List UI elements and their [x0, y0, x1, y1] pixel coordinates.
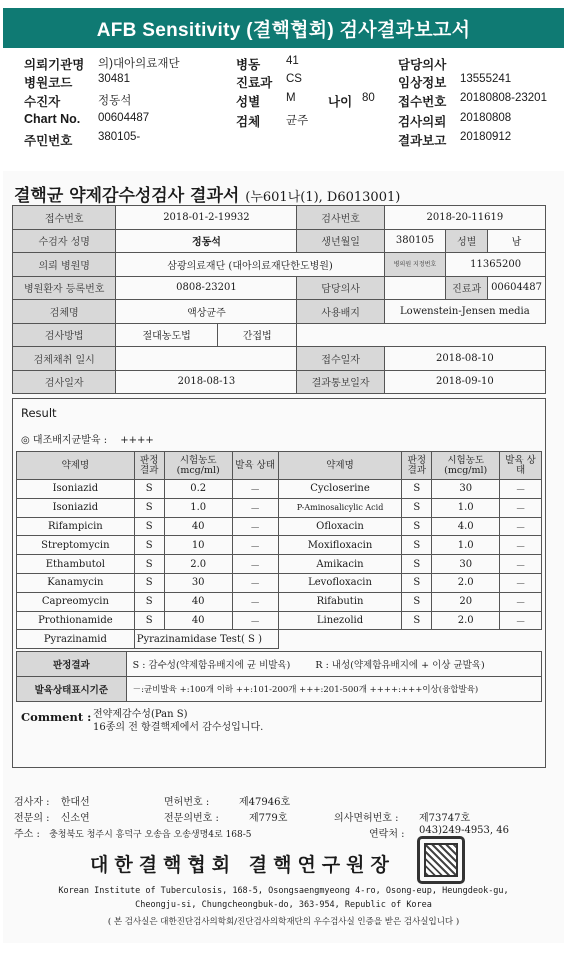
drug-conc: 40 [164, 517, 232, 536]
info-label: 접수번호 [13, 206, 116, 230]
drug-conc: 4.0 [432, 517, 500, 536]
specimen-label: 검체 [236, 115, 261, 129]
drug-name: Cycloserine [278, 480, 402, 499]
info-label: 담당의사 [297, 276, 384, 300]
drug-conc: 0.2 [164, 480, 232, 499]
control-growth [21, 431, 154, 446]
drug-conc: 30 [164, 573, 232, 592]
info-received: 2018-08-10 [384, 347, 545, 371]
specialist-no-label: 전문의번호 : [164, 813, 219, 824]
drug-row [17, 573, 542, 592]
judgement-values [126, 652, 541, 677]
recipient-value: 정동석 [98, 95, 132, 107]
info-medium: Lowenstein-Jensen media [384, 300, 545, 324]
info-dept-no: 00604487 [488, 276, 546, 300]
drug-row [17, 480, 542, 499]
header-growth: 발육 상태 [500, 452, 542, 480]
pza-row [17, 630, 542, 649]
license-value: 제47946호 [239, 797, 291, 808]
header-conc: 시험농도 (mcg/ml) [432, 452, 500, 480]
drug-conc: 1.0 [432, 536, 500, 555]
report-banner [3, 8, 564, 48]
drug-name: P-Aminosalicylic Acid [278, 498, 402, 517]
header-row-4 [24, 112, 559, 128]
drug-result: S [134, 517, 164, 536]
comment-line-1: 전약제감수성(Pan S) [93, 709, 188, 720]
info-label: 성별 [446, 229, 488, 253]
drug-growth: － [232, 611, 278, 630]
info-method-b: 간접법 [217, 323, 297, 347]
recipient-label: 수진자 [24, 95, 61, 109]
report-title [14, 181, 400, 206]
rrn-label: 주민번호 [24, 134, 73, 148]
header-judgement: 판정 결과 [402, 452, 432, 480]
drug-name: Moxifloxacin [278, 536, 402, 555]
info-label: 검사번호 [297, 206, 384, 230]
info-specimen: 액상균주 [116, 300, 297, 324]
drug-conc: 2.0 [432, 611, 500, 630]
english-address-1: Korean Institute of Tuberculosis, 168-5, Osongsaengmyeong 4-ro, Osong-eup, Heungdeok-gu, [58, 886, 509, 896]
drug-growth: － [500, 592, 542, 611]
english-address-2: Cheongju-si, Chungcheongbuk-do, 363-954, Republic of Korea [135, 900, 432, 910]
report-info-table [12, 205, 546, 394]
drug-name: Levofloxacin [278, 573, 402, 592]
drug-row [17, 592, 542, 611]
pza-empty [278, 630, 541, 649]
official-seal-icon [417, 836, 465, 884]
drug-growth: － [500, 555, 542, 574]
growth-legend-row [17, 677, 542, 702]
drug-conc: 30 [432, 555, 500, 574]
request-date-label: 검사의뢰 [398, 115, 447, 129]
info-sex: 남 [488, 229, 546, 253]
drug-conc: 2.0 [164, 555, 232, 574]
info-row [13, 300, 546, 324]
drug-growth: － [232, 592, 278, 611]
comment-text [93, 708, 263, 734]
drug-name: Kanamycin [17, 573, 135, 592]
hospital-code-label: 병원코드 [24, 76, 73, 90]
specialist-label: 전문의 : [14, 813, 50, 824]
growth-legend-label: 발육상태표시기준 [17, 677, 127, 702]
doctor-label: 담당의사 [398, 58, 447, 72]
specimen-value: 균주 [286, 115, 309, 127]
drug-conc: 30 [432, 480, 500, 499]
drug-name: Capreomycin [17, 592, 135, 611]
info-patient-name: 정동석 [116, 229, 297, 253]
drug-conc: 40 [164, 592, 232, 611]
specialist-value: 신소연 [60, 813, 90, 824]
info-reg-no: 0808-23201 [116, 276, 297, 300]
info-label: 생년월일 [297, 229, 384, 253]
ward-label: 병동 [236, 58, 261, 72]
info-collect [116, 347, 297, 371]
header-drug: 약제명 [278, 452, 402, 480]
info-label: 의뢰 병원명 [13, 253, 116, 277]
department-label: 진료과 [236, 76, 273, 90]
pza-name: Pyrazinamid [17, 630, 135, 649]
info-row [13, 229, 546, 253]
sex-value: M [286, 92, 296, 104]
info-empty [297, 323, 546, 347]
certification-note: ( 본 검사실은 대한진단검사의학회/진단검사의학재단의 우수검사실 인증을 받은 검사실입니다 ) [107, 917, 460, 927]
info-label: 접수일자 [297, 347, 384, 371]
hospital-code-value: 30481 [98, 73, 130, 85]
header-judgement: 판정 결과 [134, 452, 164, 480]
drug-result: S [134, 536, 164, 555]
info-method-a: 절대농도법 [116, 323, 218, 347]
drug-name: Streptomycin [17, 536, 135, 555]
drug-conc: 2.0 [432, 573, 500, 592]
judgement-row [17, 652, 542, 677]
drug-result: S [134, 573, 164, 592]
drug-table [16, 451, 542, 649]
info-label: 검사일자 [13, 370, 116, 394]
report-date-value: 20180912 [460, 131, 512, 143]
info-label: 사용배지 [297, 300, 384, 324]
drug-row [17, 517, 542, 536]
drug-name: Ethambutol [17, 555, 135, 574]
info-birth: 380105 [384, 229, 446, 253]
info-label: 검체채취 일시 [13, 347, 116, 371]
drug-result: S [134, 611, 164, 630]
drug-growth: － [500, 517, 542, 536]
info-label: 진료과 [446, 276, 488, 300]
chart-no-value: 00604487 [98, 112, 150, 124]
drug-result: S [402, 517, 432, 536]
info-hospital: 삼광의료재단 (대아의료재단한도병원) [116, 253, 384, 277]
receipt-no-value: 20180808-23201 [460, 92, 547, 104]
header-row-1 [24, 55, 559, 71]
judgement-label: 판정결과 [17, 652, 127, 677]
footer-address-line [14, 825, 509, 840]
drug-row [17, 498, 542, 517]
drug-result: S [402, 611, 432, 630]
drug-growth: － [232, 536, 278, 555]
tester-value: 한대선 [60, 797, 90, 808]
drug-conc: 1.0 [432, 498, 500, 517]
info-label: 수검자 성명 [13, 229, 116, 253]
drug-result: S [402, 555, 432, 574]
drug-growth: － [500, 573, 542, 592]
license-label: 면허번호 : [164, 797, 210, 808]
doctor-license-label: 의사면허번호 : [334, 813, 399, 824]
info-notify: 2018-09-10 [384, 370, 545, 394]
address-label: 주소 : [14, 829, 40, 840]
info-row [13, 370, 546, 394]
pza-test: Pyrazinamidase Test( S ) [134, 630, 278, 649]
drug-result: S [402, 480, 432, 499]
receipt-no-label: 접수번호 [398, 95, 447, 109]
drug-growth: － [500, 498, 542, 517]
drug-conc: 20 [432, 592, 500, 611]
judgement-table [16, 651, 542, 702]
drug-conc: 1.0 [164, 498, 232, 517]
result-section [12, 398, 546, 768]
drug-result: S [134, 480, 164, 499]
header-growth: 발육 상태 [232, 452, 278, 480]
ward-value: 41 [286, 55, 299, 67]
drug-name: Linezolid [278, 611, 402, 630]
contact-value: 043)249-4953, 46 [419, 825, 509, 836]
drug-growth: － [232, 480, 278, 499]
info-label: 병원환자 등록번호 [13, 276, 116, 300]
footer-tester-line [14, 793, 291, 808]
clinical-info-label: 임상정보 [398, 76, 447, 90]
drug-growth: － [500, 611, 542, 630]
header-row-5 [24, 131, 559, 147]
drug-growth: － [232, 573, 278, 592]
judgement-r-text: R : 내성(약제함유배지에 + 이상 균발육) [315, 660, 485, 671]
drug-result: S [402, 498, 432, 517]
age-label: 나이 [328, 95, 353, 109]
drug-result: S [402, 573, 432, 592]
info-designation-no: 11365200 [446, 253, 546, 277]
info-row [13, 276, 546, 300]
judgement-s-text: S : 감수성(약제함유배지에 균 비발육) [132, 660, 291, 671]
drug-result: S [402, 536, 432, 555]
drug-conc: 40 [164, 611, 232, 630]
header-conc: 시험농도 (mcg/ml) [164, 452, 232, 480]
control-growth-value: ++++ [120, 435, 154, 446]
comment-line-2: 16종의 전 항결핵제에서 감수성입니다. [93, 722, 264, 733]
doctor-license-value: 제73747호 [419, 813, 471, 824]
info-row [13, 253, 546, 277]
rrn-value: 380105- [98, 131, 141, 143]
info-test-date: 2018-08-13 [116, 370, 297, 394]
tester-label: 검사자 : [14, 797, 50, 808]
organization-name: 대한결핵협회 결핵연구원장 [90, 854, 395, 876]
info-label: 검사방법 [13, 323, 116, 347]
drug-name: Isoniazid [17, 498, 135, 517]
info-label: 병의원 지정번호 [384, 253, 446, 277]
header-row-2 [24, 73, 559, 89]
drug-name: Rifabutin [278, 592, 402, 611]
chart-no-label: Chart No. [24, 112, 81, 126]
info-test-no: 2018-20-11619 [384, 206, 545, 230]
drug-result: S [134, 498, 164, 517]
drug-growth: － [232, 498, 278, 517]
drug-name: Amikacin [278, 555, 402, 574]
drug-row [17, 555, 542, 574]
sex-label: 성별 [236, 95, 261, 109]
drug-growth: － [232, 517, 278, 536]
drug-growth: － [232, 555, 278, 574]
age-value: 80 [362, 92, 375, 104]
drug-result: S [134, 555, 164, 574]
info-doctor [384, 276, 446, 300]
request-date-value: 20180808 [460, 112, 512, 124]
report-date-label: 결과보고 [398, 134, 447, 148]
drug-growth: － [500, 480, 542, 499]
info-row [13, 206, 546, 230]
control-growth-label: ◎ 대조배지균발육 : [21, 435, 108, 446]
report-title-text: 결핵균 약제감수성검사 결과서 [14, 186, 240, 206]
department-value: CS [286, 73, 302, 85]
info-label: 검체명 [13, 300, 116, 324]
drug-name: Prothionamide [17, 611, 135, 630]
drug-growth: － [500, 536, 542, 555]
header-row-3 [24, 92, 559, 108]
institution-value: 의)대아의료재단 [98, 58, 180, 70]
contact-label: 연락처 : [369, 829, 405, 840]
drug-name: Ofloxacin [278, 517, 402, 536]
growth-legend-text: －:균비발육 +:100개 이하 ++:101-200개 +++:201-500개 ++++:+++이상(융합발육) [126, 677, 541, 702]
drug-conc: 10 [164, 536, 232, 555]
header-drug: 약제명 [17, 452, 135, 480]
footer-specialist-line [14, 809, 471, 824]
drug-row [17, 536, 542, 555]
info-receipt-no: 2018-01-2-19932 [116, 206, 297, 230]
comment-label: Comment : [21, 710, 92, 724]
report-banner-title: AFB Sensitivity (결핵협회) 검사결과보고서 [96, 19, 471, 41]
info-label: 결과통보일자 [297, 370, 384, 394]
drug-row [17, 611, 542, 630]
clinical-info-value: 13555241 [460, 73, 512, 85]
info-row [13, 323, 546, 347]
drug-table-header [17, 452, 542, 480]
drug-name: Isoniazid [17, 480, 135, 499]
info-row [13, 347, 546, 371]
specialist-no-value: 제779호 [249, 813, 288, 824]
report-form-no: (누601나(1), D6013001) [245, 190, 401, 205]
result-heading: Result [21, 406, 57, 420]
drug-result: S [402, 592, 432, 611]
institution-label: 의뢰기관명 [24, 58, 85, 72]
drug-name: Rifampicin [17, 517, 135, 536]
address-value: 충청북도 청주시 흥덕구 오송읍 오송생명4로 168-5 [49, 830, 252, 840]
drug-result: S [134, 592, 164, 611]
